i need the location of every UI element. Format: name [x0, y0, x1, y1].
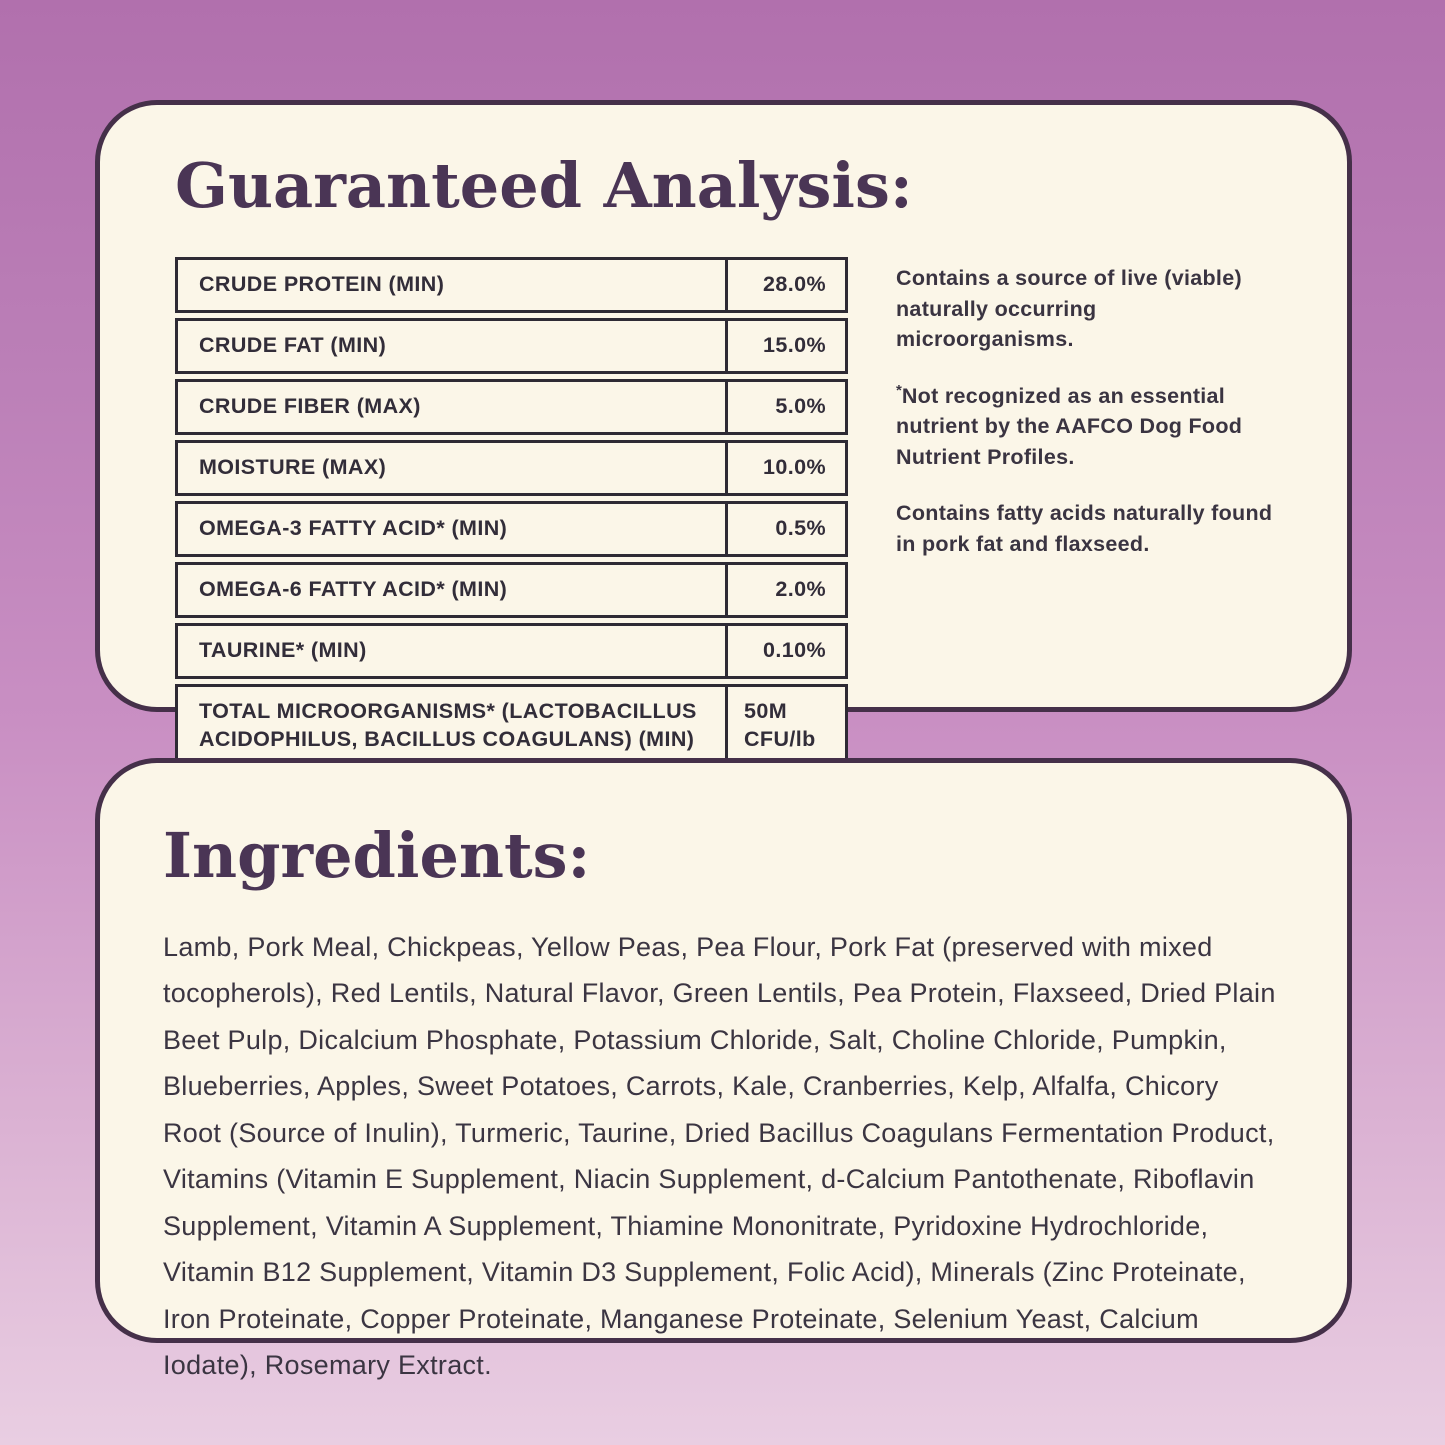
note-microorganisms	[896, 262, 1279, 355]
guaranteed-analysis-card	[95, 100, 1352, 751]
note-text: Not recognized as an essential nutrient by the AAFCO Dog Food Nutrient Profiles.	[896, 383, 1243, 469]
asterisk-marker: *	[896, 381, 902, 399]
nutrient-label: CRUDE FIBER (MAX)	[199, 393, 421, 418]
nutrient-value: 50M CFU/lb	[725, 687, 845, 765]
table-row	[175, 684, 848, 768]
note-aafco	[896, 380, 1279, 473]
nutrient-value: 0.5%	[725, 504, 845, 554]
nutrient-label: CRUDE PROTEIN (MIN)	[199, 272, 445, 296]
note-text: Contains a source of live (viable) naturally occurring microorganisms.	[896, 266, 1242, 352]
nutrient-label: OMEGA-6 FATTY ACID* (MIN)	[199, 576, 508, 601]
nutrient-value: 28.0%	[725, 260, 845, 310]
nutrient-label: OMEGA-3 FATTY ACID* (MIN)	[199, 515, 508, 540]
nutrient-value: 15.0%	[725, 321, 845, 371]
nutrient-label: TOTAL MICROORGANISMS* (LACTOBACILLUS ACIDOPHILUS, BACILLUS COAGULANS) (MIN)	[199, 698, 697, 751]
table-row	[175, 318, 848, 374]
ingredients-card	[95, 758, 1352, 1380]
note-text: Contains fatty acids naturally found in pork fat and flaxseed.	[896, 501, 1273, 557]
guaranteed-analysis-table	[175, 257, 848, 772]
nutrient-value: 2.0%	[725, 565, 845, 615]
nutrient-value: 5.0%	[725, 382, 845, 432]
nutrient-value: 0.10%	[725, 626, 845, 676]
analysis-notes	[896, 257, 1279, 772]
guaranteed-analysis-title: Guaranteed Analysis:	[175, 149, 913, 222]
note-fatty-acids	[896, 497, 1279, 559]
ingredients-list-text: Lamb, Pork Meal, Chickpeas, Yellow Peas, Pea Flour, Pork Fat (preserved with mixed tocopherols), Red Lentils, Natural Flavor, Green Lentils, Pea Protein, Flaxseed, Dried Plain Beet Pulp, Dicalcium Phosphate, Potassium Chloride, Salt, Choline Chloride, Pumpkin, Blueberries, Apples, Sweet Potatoes, Carrots, Kale, Cranberries, Kelp, Alfalfa, Chicory Root (Source of Inulin), Turmeric, Taurine, Dried Bacillus Coagulans Fermentation Product, Vitamins (Vitamin E Supplement, Niacin Supplement, d-Calcium Pantothenate, Riboflavin Supplement, Vitamin A Supplement, Thiamine Mononitrate, Pyridoxine Hydrochloride, Vitamin B12 Supplement, Vitamin D3 Supplement, Folic Acid), Minerals (Zinc Proteinate, Iron Proteinate, Copper Proteinate, Manganese Proteinate, Selenium Yeast, Calcium Iodate), Rosemary Extract.	[163, 932, 1276, 1380]
table-row	[175, 257, 848, 313]
table-row	[175, 501, 848, 557]
nutrient-label: MOISTURE (MAX)	[199, 454, 387, 479]
table-row	[175, 562, 848, 618]
nutrient-label: TAURINE* (MIN)	[199, 637, 367, 662]
table-row	[175, 623, 848, 679]
analysis-body	[175, 257, 1279, 772]
nutrient-label: CRUDE FAT (MIN)	[199, 332, 387, 357]
nutrient-value: 10.0%	[725, 443, 845, 493]
ingredients-title: Ingredients:	[163, 819, 591, 892]
table-row	[175, 379, 848, 435]
table-row	[175, 440, 848, 496]
